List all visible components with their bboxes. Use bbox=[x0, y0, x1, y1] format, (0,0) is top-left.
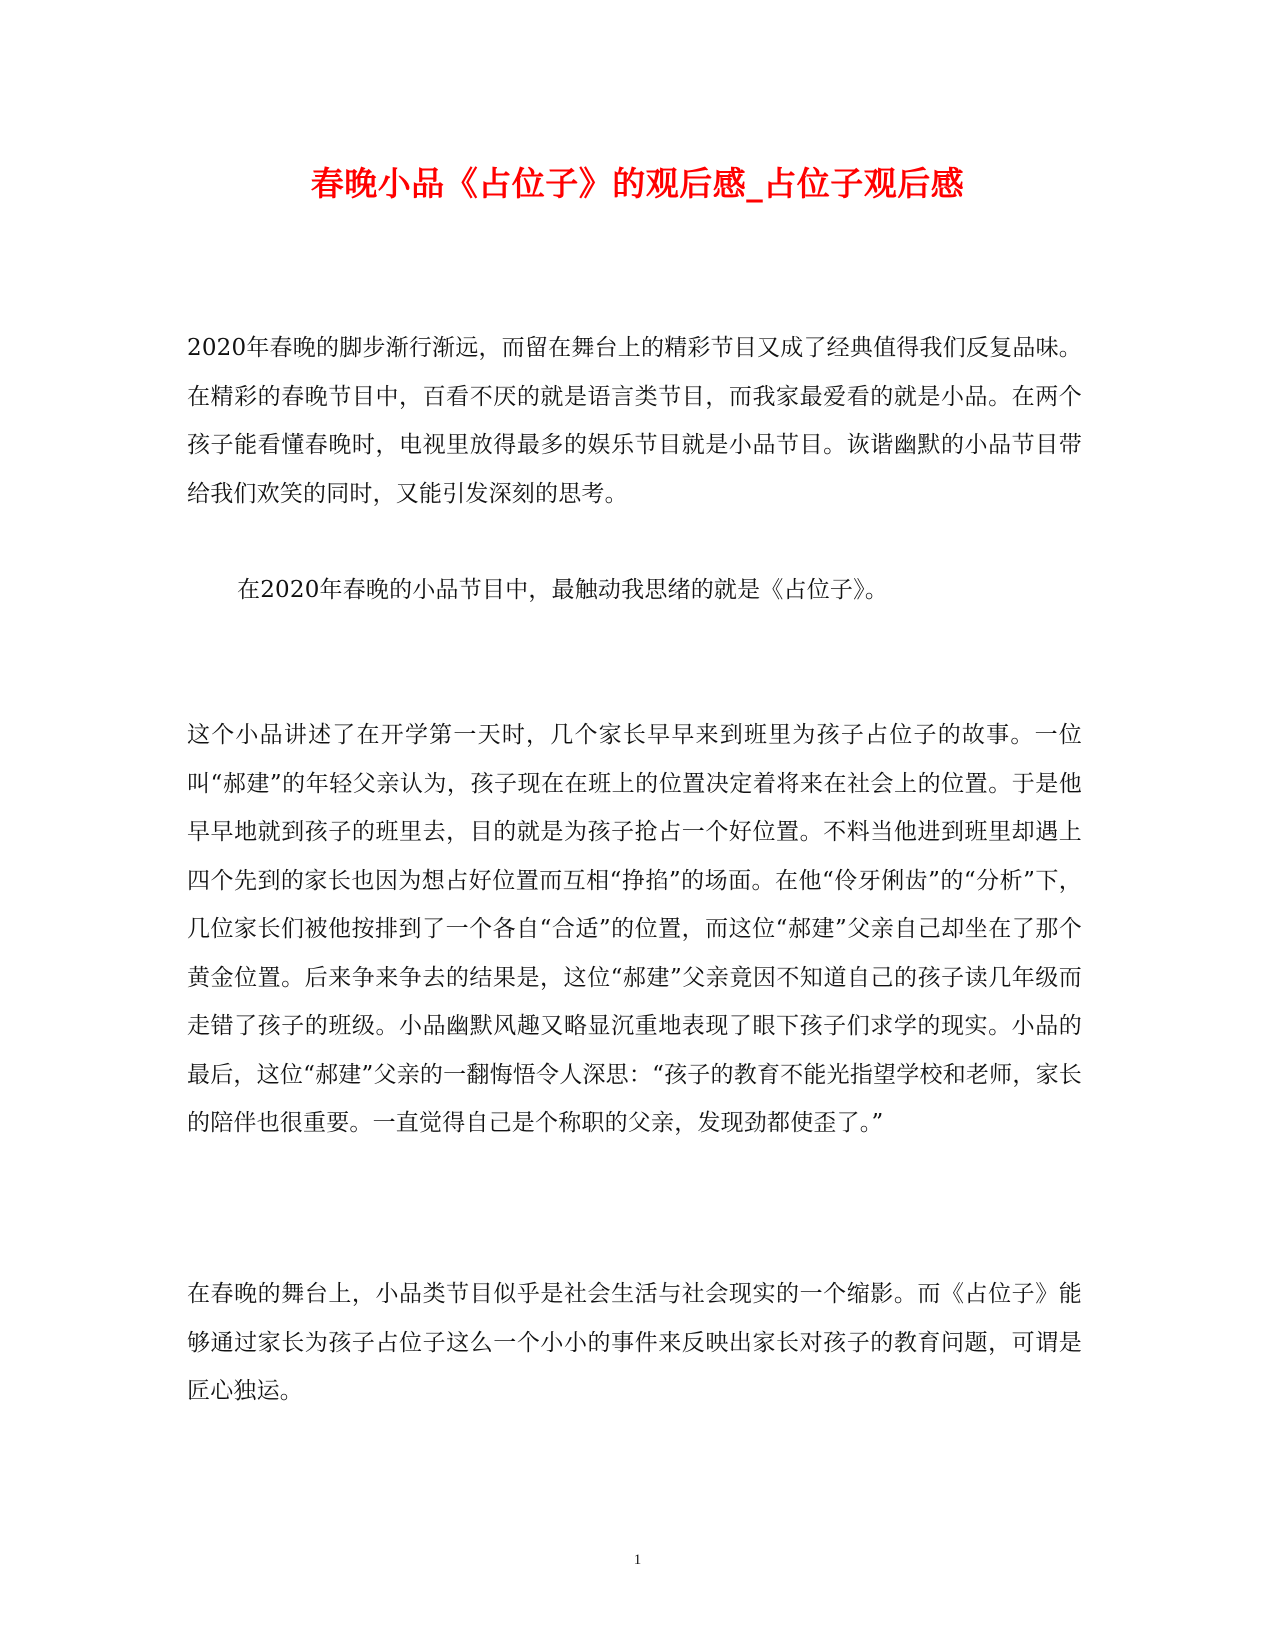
paragraph-story: 这个小品讲述了在开学第一天时，几个家长早早来到班里为孩子占位子的故事。一位叫“郝建”的年轻父亲认为，孩子现在在班上的位置决定着将来在社会上的位置。于是他早早地就到孩子的班里去，目的就是为孩子抢占一个好位置。不料当他进到班里却遇上四个先到的家长也因为想占好位置而互相“挣掐”的场面。在他“伶牙俐齿”的“分析”下，几位家长们被他按排到了一个各自“合适”的位置，而这位“郝建”父亲自己却坐在了那个黄金位置。后来争来争去的结果是，这位“郝建”父亲竟因不知道自己的孩子读几年级而走错了孩子的班级。小品幽默风趣又略显沉重地表现了眼下孩子们求学的现实。小品的最后，这位“郝建”父亲的一翻悔悟令人深思：“孩子的教育不能光指望学校和老师，家长的陪伴也很重要。一直觉得自己是个称职的父亲，发现劲都使歪了。” bbox=[187, 722, 1082, 1136]
paragraph-conclusion: 在春晚的舞台上，小品类节目似乎是社会生活与社会现实的一个缩影。而《占位子》能够通过家长为孩子占位子这么一个小小的事件来反映出家长对孩子的教育问题，可谓是匠心独运。 bbox=[187, 1281, 1082, 1404]
document-title: 春晚小品《占位子》的观后感_占位子观后感 bbox=[310, 164, 965, 203]
paragraph-intro: 2020年春晚的脚步渐行渐远，而留在舞台上的精彩节目又成了经典值得我们反复品味。在精彩的春晚节目中，百看不厌的就是语言类节目，而我家最爱看的就是小品。在两个孩子能看懂春晚时，电视里放得最多的娱乐节目就是小品节目。诙谐幽默的小品节目带给我们欢笑的同时，又能引发深刻的思考。 bbox=[187, 335, 1082, 507]
page-number: 1 bbox=[633, 1552, 642, 1568]
paragraph-highlight: 在2020年春晚的小品节目中，最触动我思绪的就是《占位子》。 bbox=[237, 577, 889, 603]
